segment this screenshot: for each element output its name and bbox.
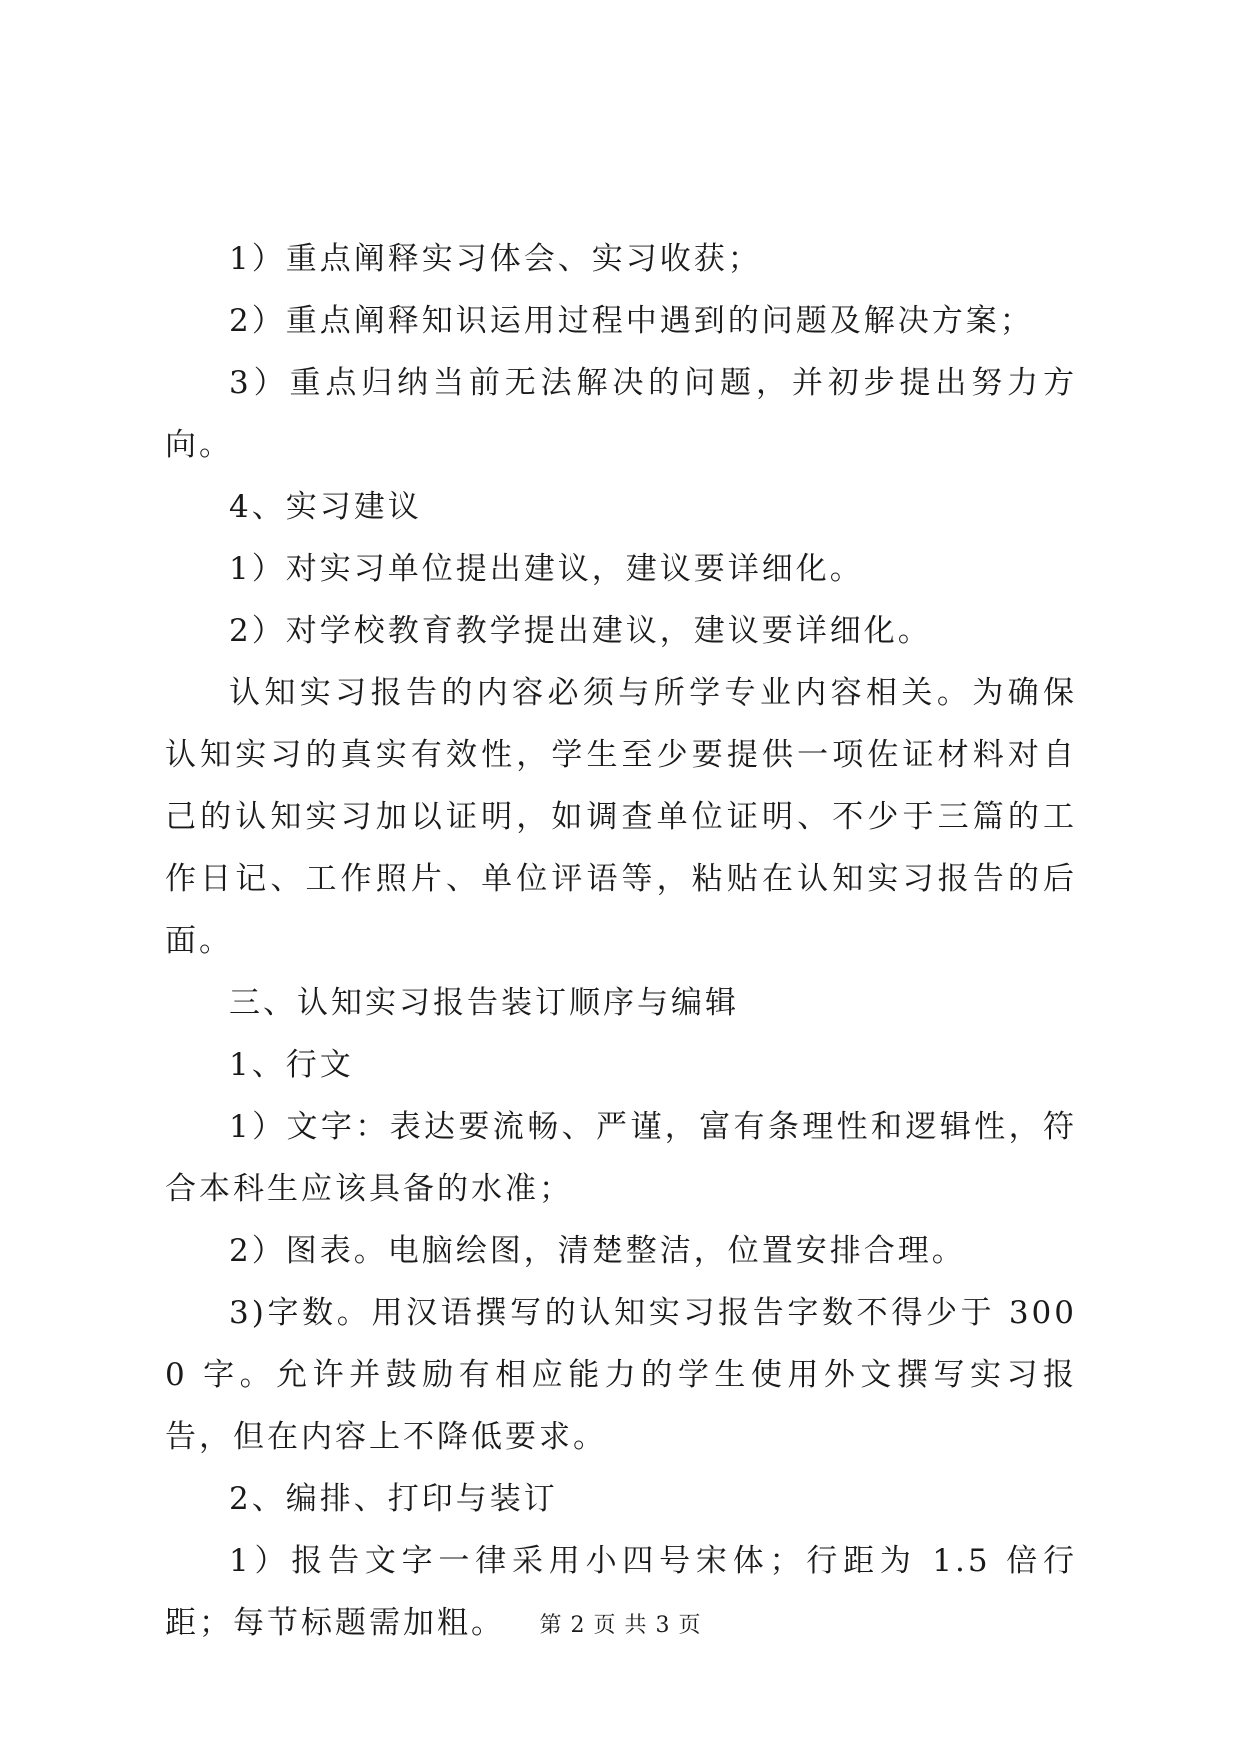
- paragraph: 认知实习报告的内容必须与所学专业内容相关。为确保认知实习的真实有效性，学生至少要提供一项佐证材料对自己的认知实习加以证明，如调查单位证明、不少于三篇的工作日记、工作照片、单位评语等，粘贴在认知实习报告的后面。: [165, 675, 1077, 959]
- paragraph: 2）图表。电脑绘图，清楚整洁，位置安排合理。: [229, 1233, 966, 1269]
- section-heading: 1、行文: [229, 1047, 354, 1083]
- paragraph: 3）重点归纳当前无法解决的问题，并初步提出努力方向。: [165, 365, 1077, 463]
- page-number: 第 2 页 共 3 页: [539, 1613, 702, 1638]
- paragraph: 1）报告文字一律采用小四号宋体；行距为 1.5 倍行距；每节标题需加粗。: [165, 1543, 1077, 1641]
- paragraph: 1）文字：表达要流畅、严谨，富有条理性和逻辑性，符合本科生应该具备的水准；: [165, 1109, 1077, 1207]
- paragraph: 1）对实习单位提出建议，建议要详细化。: [229, 551, 864, 587]
- paragraph: 2）对学校教育教学提出建议，建议要详细化。: [229, 613, 932, 649]
- paragraph: 3)字数。用汉语撰写的认知实习报告字数不得少于 3000 字。允许并鼓励有相应能力的学生使用外文撰写实习报告，但在内容上不降低要求。: [165, 1295, 1077, 1455]
- paragraph: 1）重点阐释实习体会、实习收获；: [229, 241, 762, 277]
- document-body: [165, 228, 1077, 1654]
- section-heading: 三、认知实习报告装订顺序与编辑: [229, 985, 739, 1021]
- section-heading: 2、编排、打印与装订: [229, 1481, 558, 1517]
- paragraph: 2）重点阐释知识运用过程中遇到的问题及解决方案；: [229, 303, 1034, 339]
- page-footer: [0, 1608, 1241, 1639]
- section-heading: 4、实习建议: [229, 489, 422, 525]
